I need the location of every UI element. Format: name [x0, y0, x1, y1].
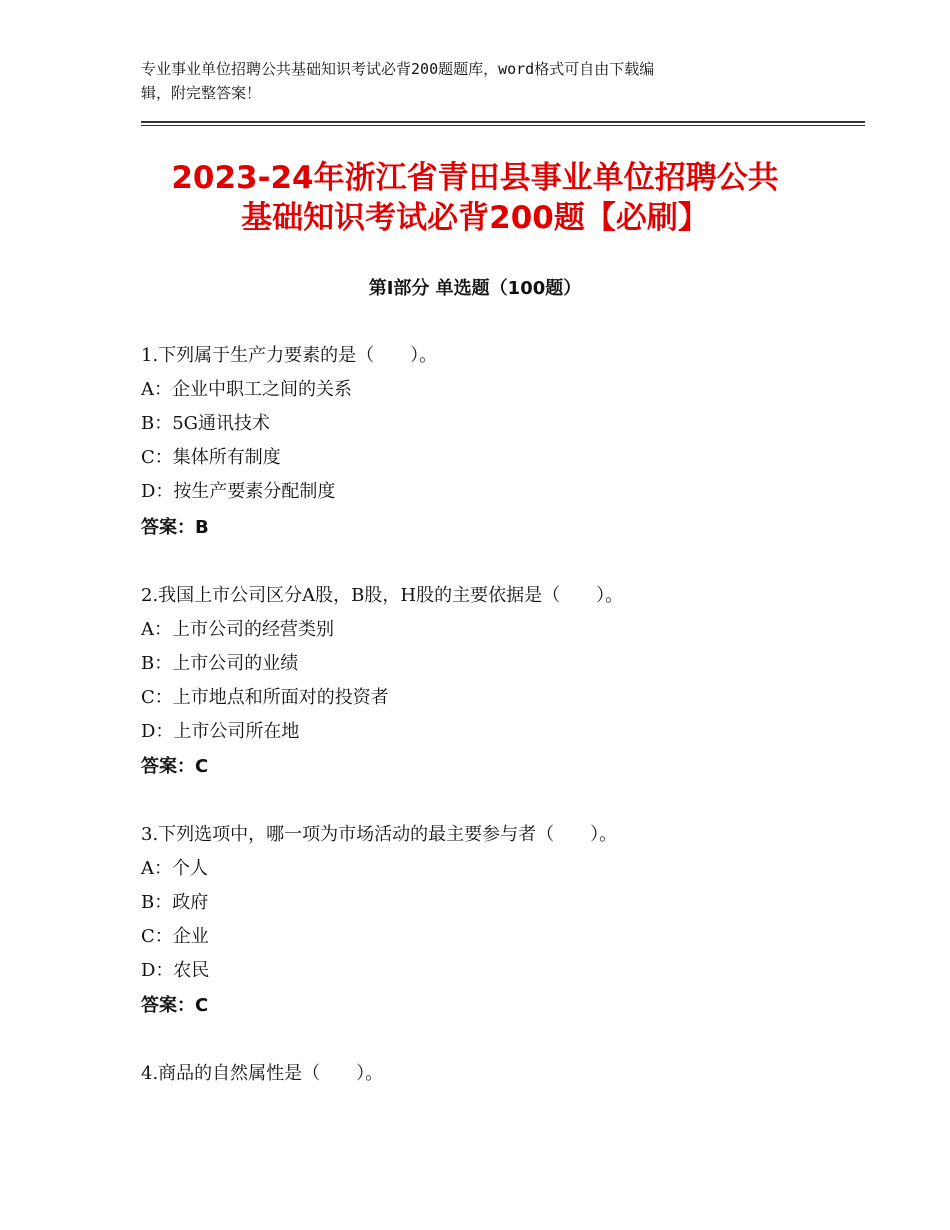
title-line-1: 2023-24年浙江省青田县事业单位招聘公共 — [171, 160, 779, 196]
question-1-answer: 答案：B — [141, 517, 209, 538]
header-divider-thin — [141, 125, 865, 126]
question-3-stem: 3.下列选项中，哪一项为市场活动的最主要参与者（ ）。 — [141, 824, 618, 845]
question-3-answer: 答案：C — [141, 995, 209, 1016]
question-1-option-a: A：企业中职工之间的关系 — [141, 379, 352, 400]
header-divider-thick — [141, 121, 865, 123]
question-2-option-c: C：上市地点和所面对的投资者 — [141, 687, 389, 708]
page-header — [141, 57, 801, 105]
question-1-option-c: C：集体所有制度 — [141, 447, 281, 468]
document-title — [100, 158, 850, 238]
question-2-answer: 答案：C — [141, 756, 209, 777]
question-1-option-b: B：5G通讯技术 — [141, 413, 271, 434]
question-2-option-a: A：上市公司的经营类别 — [141, 619, 334, 640]
header-line-2: 辑，附完整答案！ — [141, 84, 262, 102]
question-3-option-d: D：农民 — [141, 960, 210, 981]
section-heading: 第Ⅰ部分 单选题（100题） — [368, 278, 582, 299]
question-2-option-d: D：上市公司所在地 — [141, 721, 300, 742]
question-1-option-d: D：按生产要素分配制度 — [141, 481, 336, 502]
question-1-stem: 1.下列属于生产力要素的是（ ）。 — [141, 345, 438, 366]
question-4-stem: 4.商品的自然属性是（ ）。 — [141, 1063, 384, 1084]
title-line-2: 基础知识考试必背200题【必刷】 — [241, 200, 709, 236]
header-line-1: 专业事业单位招聘公共基础知识考试必背200题题库，word格式可自由下载编 — [141, 60, 655, 78]
question-2-option-b: B：上市公司的业绩 — [141, 653, 299, 674]
question-3-option-a: A：个人 — [141, 858, 208, 879]
question-3-option-c: C：企业 — [141, 926, 209, 947]
question-2-stem: 2.我国上市公司区分A股，B股，H股的主要依据是（ ）。 — [141, 585, 624, 606]
question-3-option-b: B：政府 — [141, 892, 209, 913]
